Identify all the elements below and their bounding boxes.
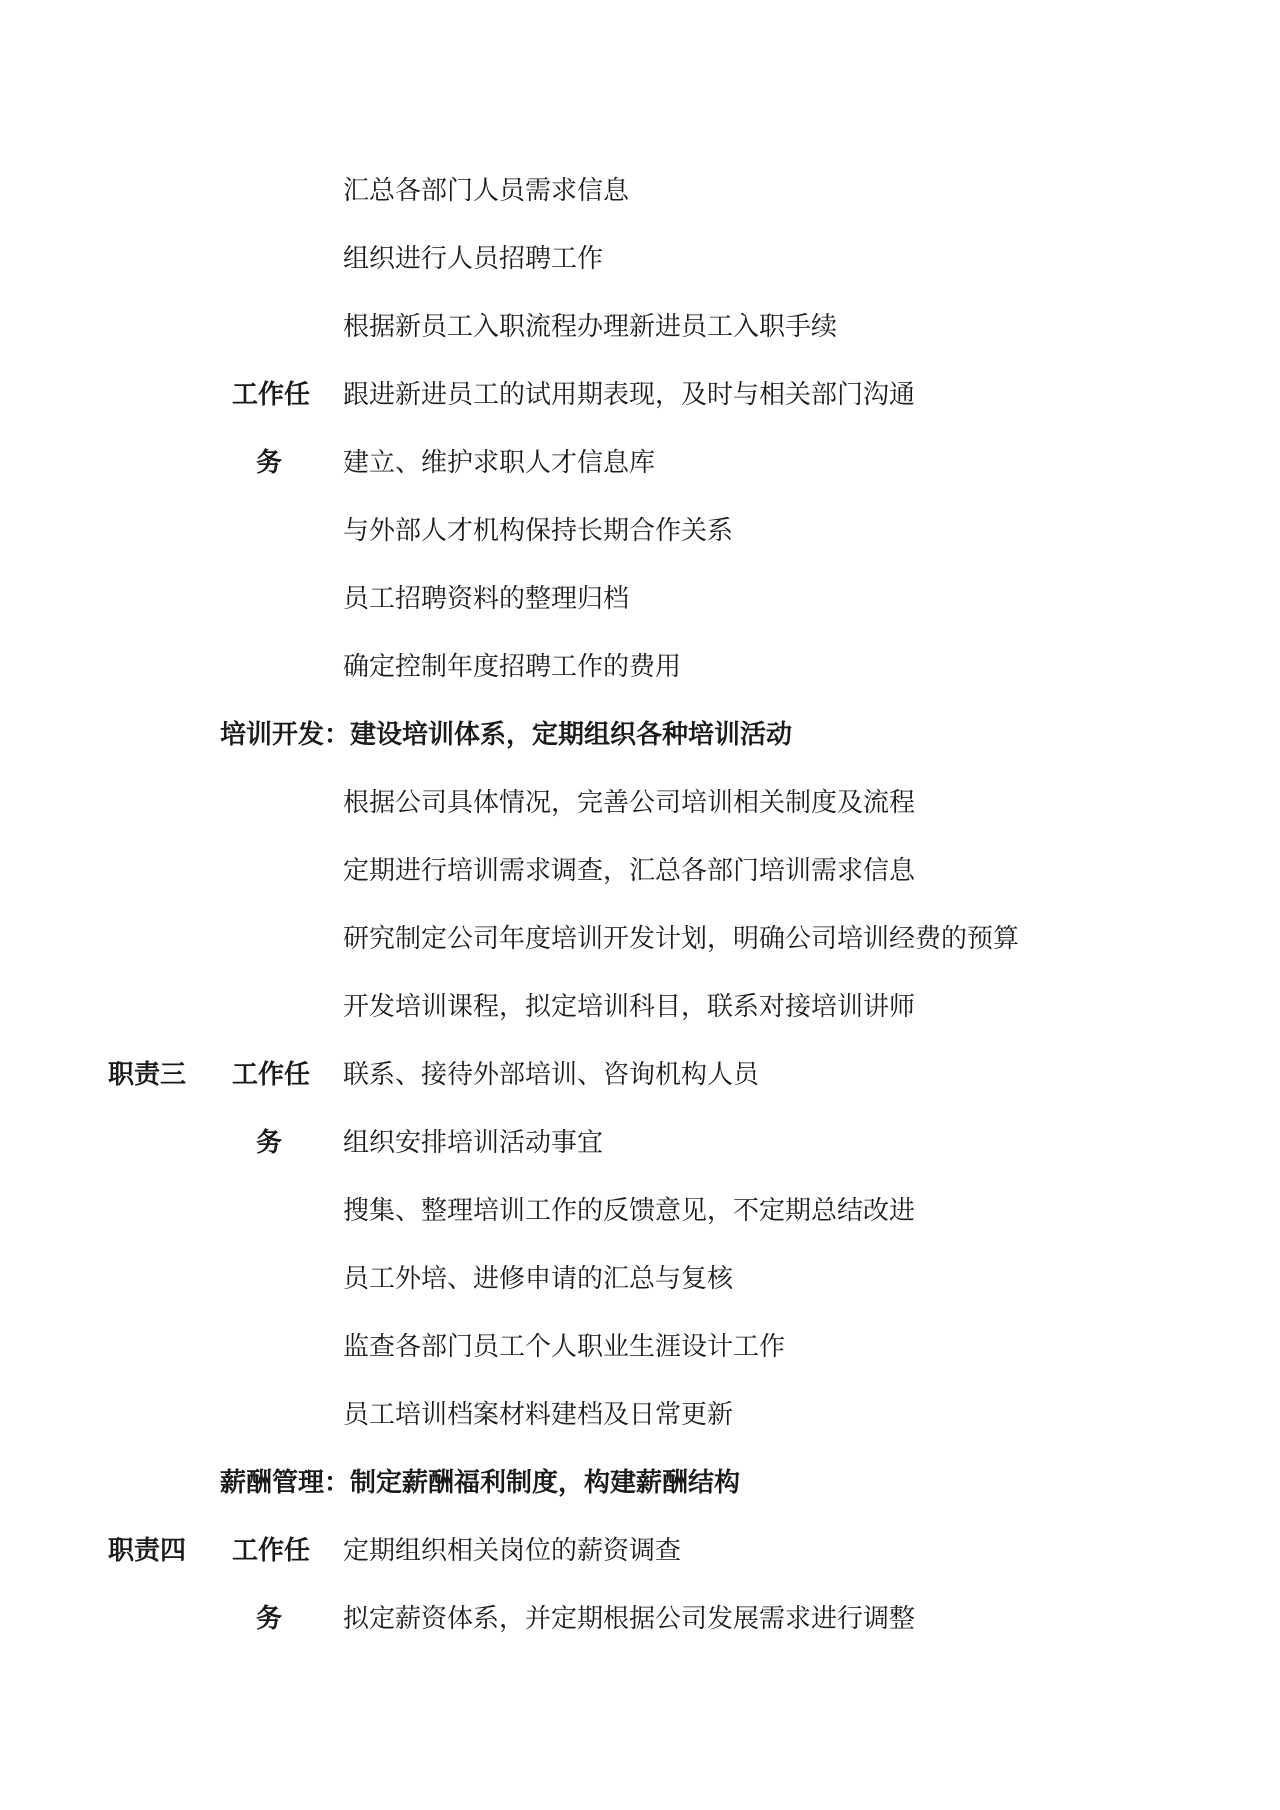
recruit-item: 跟进新进员工的试用期表现，及时与相关部门沟通 — [343, 380, 916, 410]
recruit-item: 确定控制年度招聘工作的费用 — [343, 652, 682, 682]
training-task-label: 工作任 — [232, 1060, 311, 1090]
recruit-item: 组织进行人员招聘工作 — [343, 244, 604, 274]
training-item: 根据公司具体情况，完善公司培训相关制度及流程 — [343, 788, 916, 818]
salary-task-label: 工作任 — [232, 1536, 311, 1566]
training-item: 监查各部门员工个人职业生涯设计工作 — [343, 1332, 786, 1362]
recruit-item: 根据新员工入职流程办理新进员工入职手续 — [343, 312, 838, 342]
training-item: 组织安排培训活动事宜 — [343, 1128, 604, 1158]
training-item: 研究制定公司年度培训开发计划，明确公司培训经费的预算 — [343, 924, 1020, 954]
salary-task-label-cont: 务 — [256, 1604, 283, 1634]
salary-item: 定期组织相关岗位的薪资调查 — [343, 1536, 682, 1566]
training-item: 员工外培、进修申请的汇总与复核 — [343, 1264, 734, 1294]
training-heading: 培训开发：建设培训体系，定期组织各种培训活动 — [220, 720, 793, 750]
salary-heading: 薪酬管理：制定薪酬福利制度，构建薪酬结构 — [220, 1468, 741, 1498]
duty-label-three: 职责三 — [108, 1060, 187, 1090]
recruit-item: 汇总各部门人员需求信息 — [343, 176, 630, 206]
training-item: 开发培训课程，拟定培训科目，联系对接培训讲师 — [343, 992, 916, 1022]
recruit-item: 建立、维护求职人才信息库 — [343, 448, 656, 478]
training-item: 联系、接待外部培训、咨询机构人员 — [343, 1060, 760, 1090]
training-item: 员工培训档案材料建档及日常更新 — [343, 1400, 734, 1430]
salary-item: 拟定薪资体系，并定期根据公司发展需求进行调整 — [343, 1604, 916, 1634]
duty-label-four: 职责四 — [108, 1536, 187, 1566]
training-item: 定期进行培训需求调查，汇总各部门培训需求信息 — [343, 856, 916, 886]
recruit-task-label-cont: 务 — [256, 448, 283, 478]
recruit-task-label: 工作任 — [232, 380, 311, 410]
recruit-item: 与外部人才机构保持长期合作关系 — [343, 516, 734, 546]
training-item: 搜集、整理培训工作的反馈意见，不定期总结改进 — [343, 1196, 916, 1226]
training-task-label-cont: 务 — [256, 1128, 283, 1158]
recruit-item: 员工招聘资料的整理归档 — [343, 584, 630, 614]
